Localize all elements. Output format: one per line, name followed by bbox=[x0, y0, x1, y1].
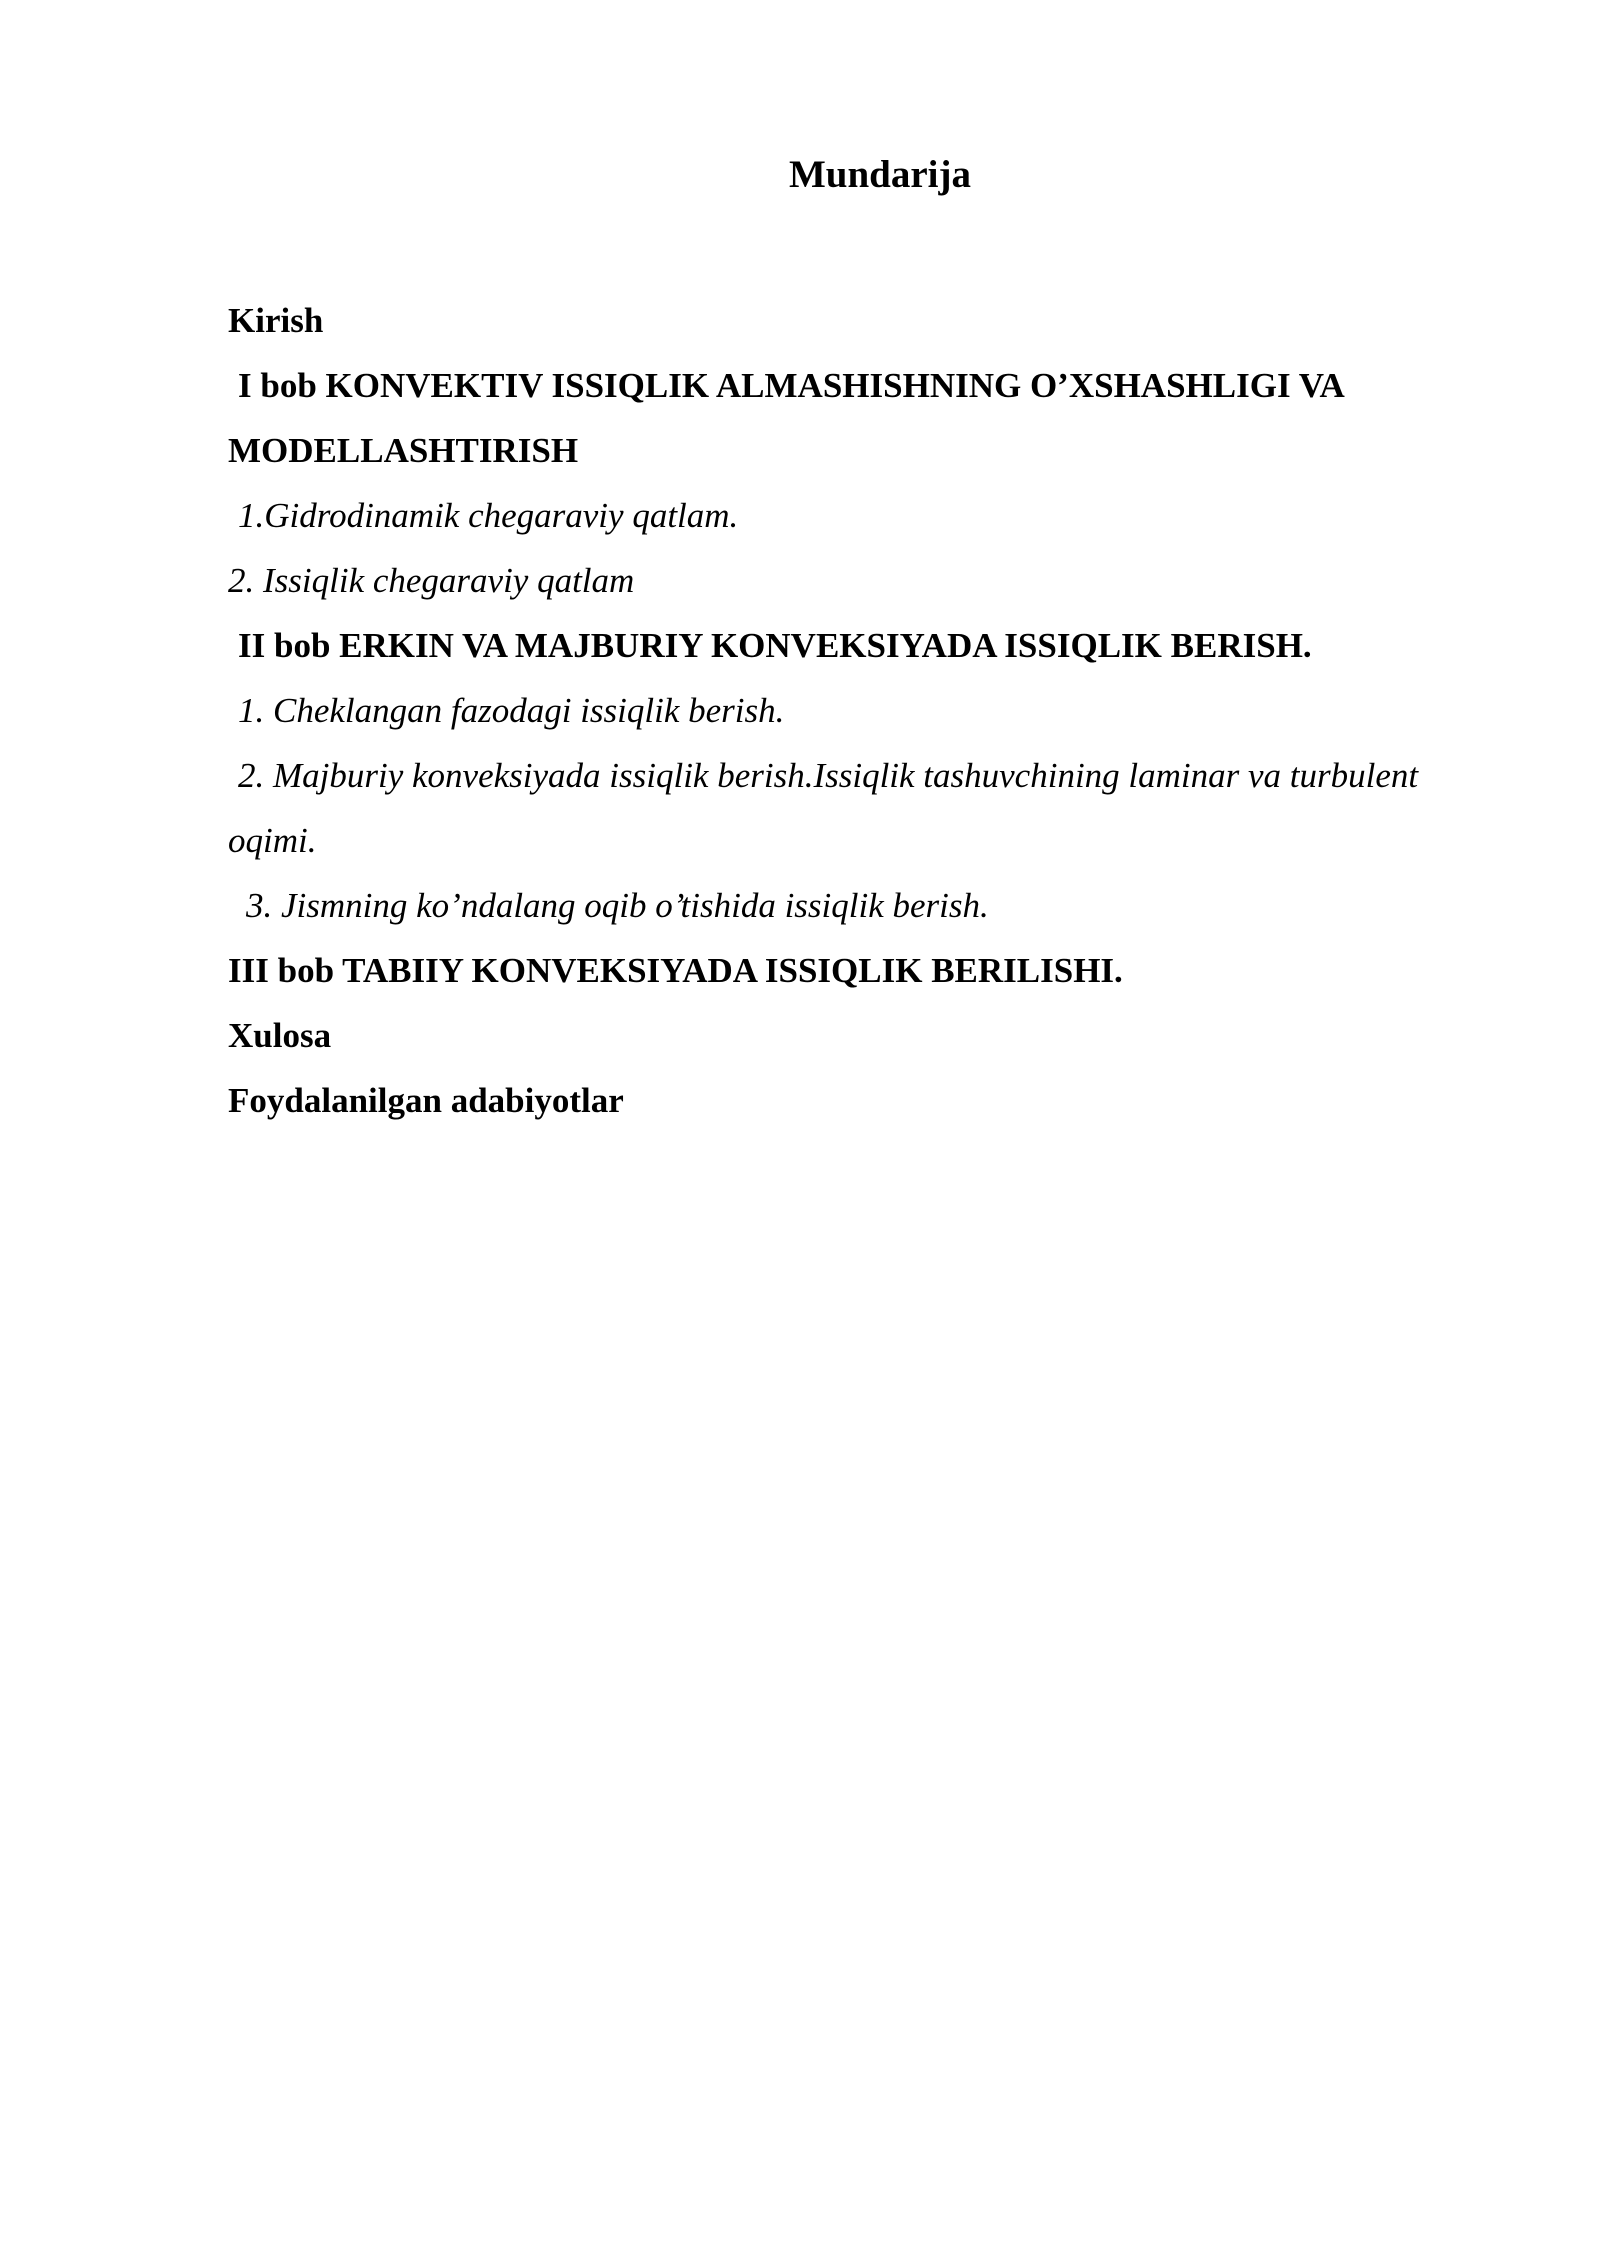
toc-item-xulosa: Xulosa bbox=[228, 1016, 332, 1055]
toc-section-2-2-continued: oqimi. bbox=[228, 821, 317, 860]
toc-section-1-1: 1.Gidrodinamik chegaraviy qatlam. bbox=[238, 496, 739, 535]
table-of-contents bbox=[228, 288, 1518, 1133]
page-title: Mundarija bbox=[788, 153, 971, 196]
toc-section-1-2: 2. Issiqlik chegaraviy qatlam bbox=[228, 561, 635, 600]
toc-section-2-3: 3. Jismning ko’ndalang oqib o’tishida issiqlik berish. bbox=[246, 886, 989, 925]
toc-section-2-1: 1. Cheklangan fazodagi issiqlik berish. bbox=[238, 691, 785, 730]
toc-section-2-2: 2. Majburiy konveksiyada issiqlik berish.Issiqlik tashuvchining laminar va turbulent bbox=[238, 756, 1419, 795]
toc-item-references: Foydalanilgan adabiyotlar bbox=[228, 1081, 624, 1120]
toc-chapter-1-title: I bob KONVEKTIV ISSIQLIK ALMASHISHNING O’XSHASHLIGI VA bbox=[238, 366, 1345, 405]
toc-chapter-3-title: III bob TABIIY KONVEKSIYADA ISSIQLIK BERILISHI. bbox=[228, 951, 1123, 990]
toc-chapter-2-title: II bob ERKIN VA MAJBURIY KONVEKSIYADA ISSIQLIK BERISH. bbox=[238, 626, 1312, 665]
toc-item-kirish: Kirish bbox=[228, 301, 324, 340]
toc-chapter-1-title-continued: MODELLASHTIRISH bbox=[228, 431, 579, 470]
